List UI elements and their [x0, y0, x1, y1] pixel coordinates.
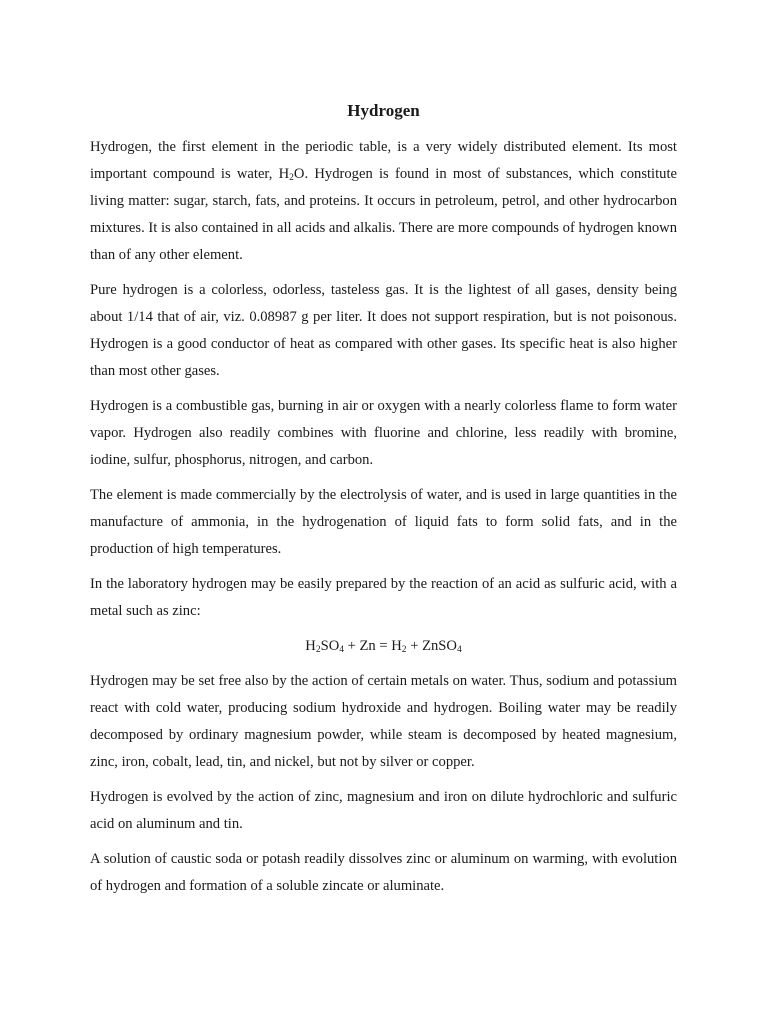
chemical-equation: [90, 633, 677, 660]
paragraph-properties: Pure hydrogen is a colorless, odorless, tasteless gas. It is the lightest of all gases, density being about 1/14 that of air, viz. 0.08987 g per liter. It does not support respiration, but is not poisonous. Hydrogen is a good conductor of heat as compared with other gases. Its specific heat is also higher than most other gases.: [90, 282, 677, 379]
document-title: Hydrogen: [347, 101, 420, 120]
equation-subscript: 4: [456, 645, 462, 655]
equation-subscript: 2: [401, 645, 407, 655]
equation-part: SO: [320, 638, 340, 654]
paragraph-laboratory-preparation: In the laboratory hydrogen may be easily prepared by the reaction of an acid as sulfuric acid, with a metal such as zinc:: [90, 576, 677, 619]
paragraph-commercial-production: The element is made commercially by the electrolysis of water, and is used in large quantities in the manufacture of ammonia, in the hydrogenation of liquid fats to form solid fats, and in the production of high temperatures.: [90, 487, 677, 557]
paragraph-introduction-text-b: O. Hydrogen is found in most of substances, which constitute living matter: sugar, starch, fats, and proteins. It occurs in petroleum, petrol, and other hydrocarbon mixtures. It is also contained in all acids and alkalis. There are more compounds of hydrogen known than of any other element.: [90, 166, 677, 263]
document-page: [90, 98, 677, 908]
paragraph-introduction-text-a: Hydrogen, the first element in the periodic table, is a very widely distributed element. Its most important compound is water, H: [90, 139, 677, 182]
paragraph-acid-action: Hydrogen is evolved by the action of zinc, magnesium and iron on dilute hydrochloric and sulfuric acid on aluminum and tin.: [90, 789, 677, 832]
paragraph-alkali-action: A solution of caustic soda or potash readily dissolves zinc or aluminum on warming, with evolution of hydrogen and formation of a soluble zincate or aluminate.: [90, 851, 677, 894]
paragraph-introduction: [90, 134, 677, 269]
water-subscript: 2: [289, 173, 294, 183]
equation-part: + Zn = H: [343, 638, 402, 654]
equation-subscript: 2: [315, 645, 321, 655]
equation-part: + ZnSO: [406, 638, 457, 654]
paragraph-combustion: Hydrogen is a combustible gas, burning in air or oxygen with a nearly colorless flame to form water vapor. Hydrogen also readily combines with fluorine and chlorine, less readily with bromine, iodine, sulfur, phosphorus, nitrogen, and carbon.: [90, 398, 677, 468]
equation-part: H: [305, 638, 316, 654]
equation-subscript: 4: [339, 645, 344, 655]
paragraph-metals-on-water: Hydrogen may be set free also by the action of certain metals on water. Thus, sodium and potassium react with cold water, producing sodium hydroxide and hydrogen. Boiling water may be readily decomposed by ordinary magnesium powder, while steam is decomposed by heated magnesium, zinc, iron, cobalt, lead, tin, and nickel, but not by silver or copper.: [90, 673, 677, 770]
